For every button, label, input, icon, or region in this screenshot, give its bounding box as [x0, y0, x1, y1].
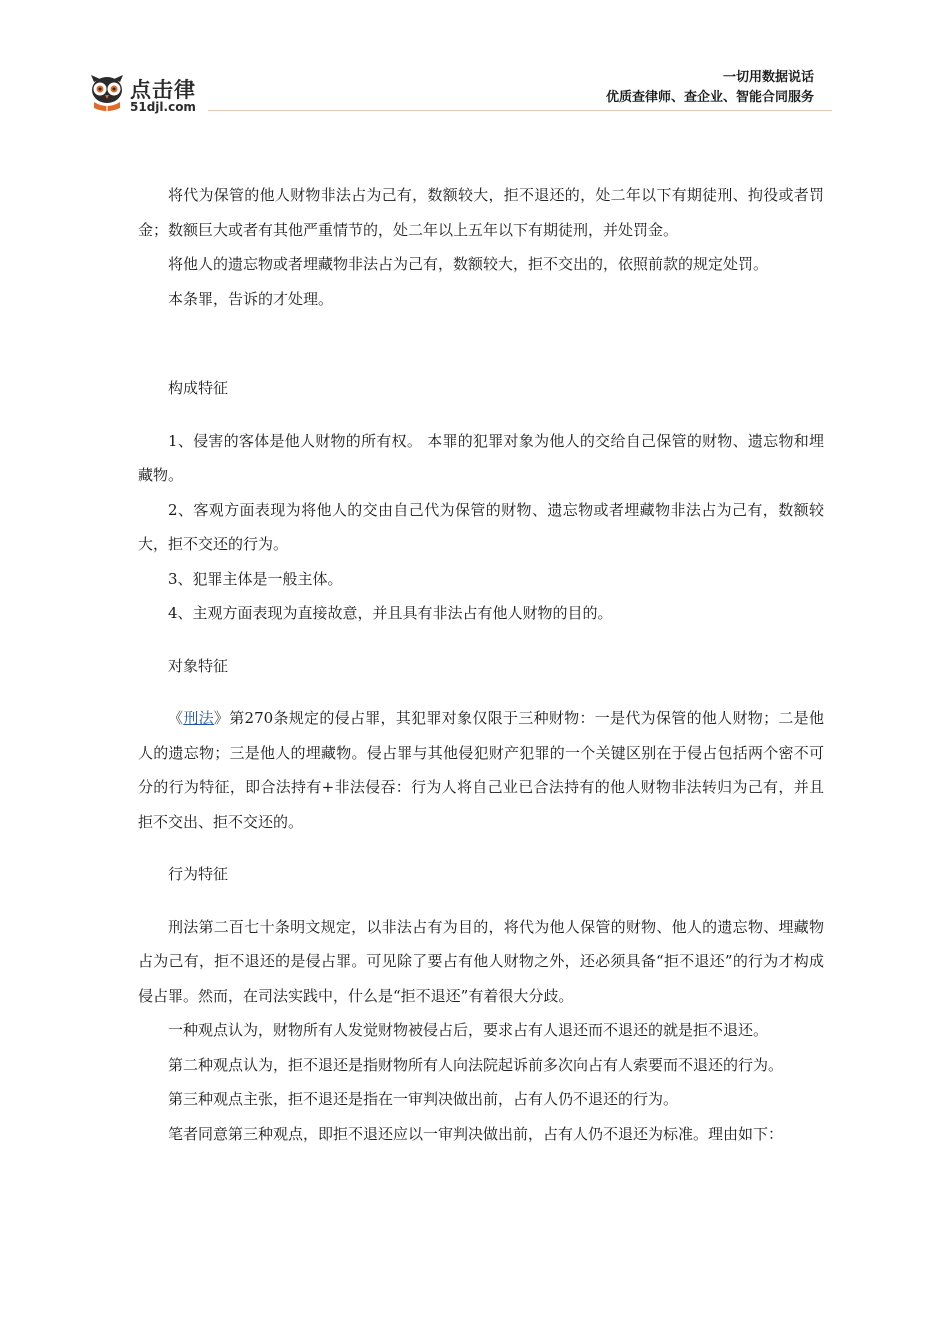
brand-logo[interactable] — [88, 72, 208, 116]
intro-paragraph-2: 将他人的遗忘物或者埋藏物非法占为己有，数额较大，拒不交出的，依照前款的规定处罚。 — [168, 255, 769, 273]
criminal-law-link[interactable]: 刑法 — [183, 709, 214, 727]
open-quote: 《 — [168, 709, 184, 727]
owl-logo-icon — [88, 72, 126, 114]
intro-paragraph-3: 本条罪，告诉的才处理。 — [168, 289, 334, 308]
behavior-paragraph-3: 第二种观点认为，拒不退还是指财物所有人向法院起诉前多次向占有人索要而不退还的行为。 — [168, 1055, 784, 1074]
slogan-line-1: 一切用数据说话 — [722, 70, 814, 85]
header-slogan — [606, 68, 814, 108]
object-paragraph-body: 》第270条规定的侵占罪，其犯罪对象仅限于三种财物：一是代为保管的他人财物；二是他人的遗忘物；三是他人的埋藏物。侵占罪与其他侵犯财产犯罪的一个关键区别在于侵占包括两个密不可分的行为特征，即合法持有+非法侵吞：行为人将自己业已合法持有的他人财物非法转归为己有，并且拒不交出、拒不交还的。 — [138, 709, 824, 831]
object-paragraph — [138, 701, 824, 839]
composition-paragraph-3: 3、犯罪主体是一般主体。 — [168, 569, 343, 588]
section-title-object: 对象特征 — [168, 656, 229, 675]
composition-paragraph-4: 4、主观方面表现为直接故意，并且具有非法占有他人财物的目的。 — [168, 604, 613, 622]
page-header — [0, 0, 950, 120]
intro-paragraph-1: 将代为保管的他人财物非法占为己有，数额较大，拒不退还的，处二年以下有期徒刑、拘役或者罚金；数额巨大或者有其他严重情节的，处二年以上五年以下有期徒刑，并处罚金。 — [138, 186, 824, 239]
composition-paragraph-1: 1、侵害的客体是他人财物的所有权。 本罪的犯罪对象为他人的交给自己保管的财物、遗忘物和埋藏物。 — [138, 431, 824, 484]
behavior-paragraph-1: 刑法第二百七十条明文规定，以非法占有为目的，将代为他人保管的财物、他人的遗忘物、埋藏物占为己有，拒不退还的是侵占罪。可见除了要占有他人财物之外，还必须具备“拒不退还”的行为才构成侵占罪。然而，在司法实践中，什么是“拒不退还”有着很大分歧。 — [138, 917, 824, 1005]
section-title-composition: 构成特征 — [168, 379, 229, 397]
slogan-line-2: 优质查律师、查企业、智能合同服务 — [605, 90, 814, 105]
composition-paragraph-2: 2、客观方面表现为将他人的交由自己代为保管的财物、遗忘物或者埋藏物非法占为己有，数额较大，拒不交还的行为。 — [138, 500, 824, 553]
header-divider — [208, 110, 832, 111]
behavior-paragraph-5: 笔者同意第三种观点，即拒不退还应以一审判决做出前，占有人仍不退还为标准。理由如下： — [168, 1124, 784, 1143]
behavior-paragraph-2: 一种观点认为，财物所有人发觉财物被侵占后，要求占有人退还而不退还的就是拒不退还。 — [168, 1021, 769, 1039]
brand-url[interactable]: 51djl.com — [130, 100, 196, 114]
document-body — [138, 178, 824, 1151]
brand-name: 点击律 — [130, 78, 196, 102]
section-title-behavior: 行为特征 — [168, 865, 229, 883]
behavior-paragraph-4: 第三种观点主张，拒不退还是指在一审判决做出前，占有人仍不退还的行为。 — [168, 1090, 679, 1108]
